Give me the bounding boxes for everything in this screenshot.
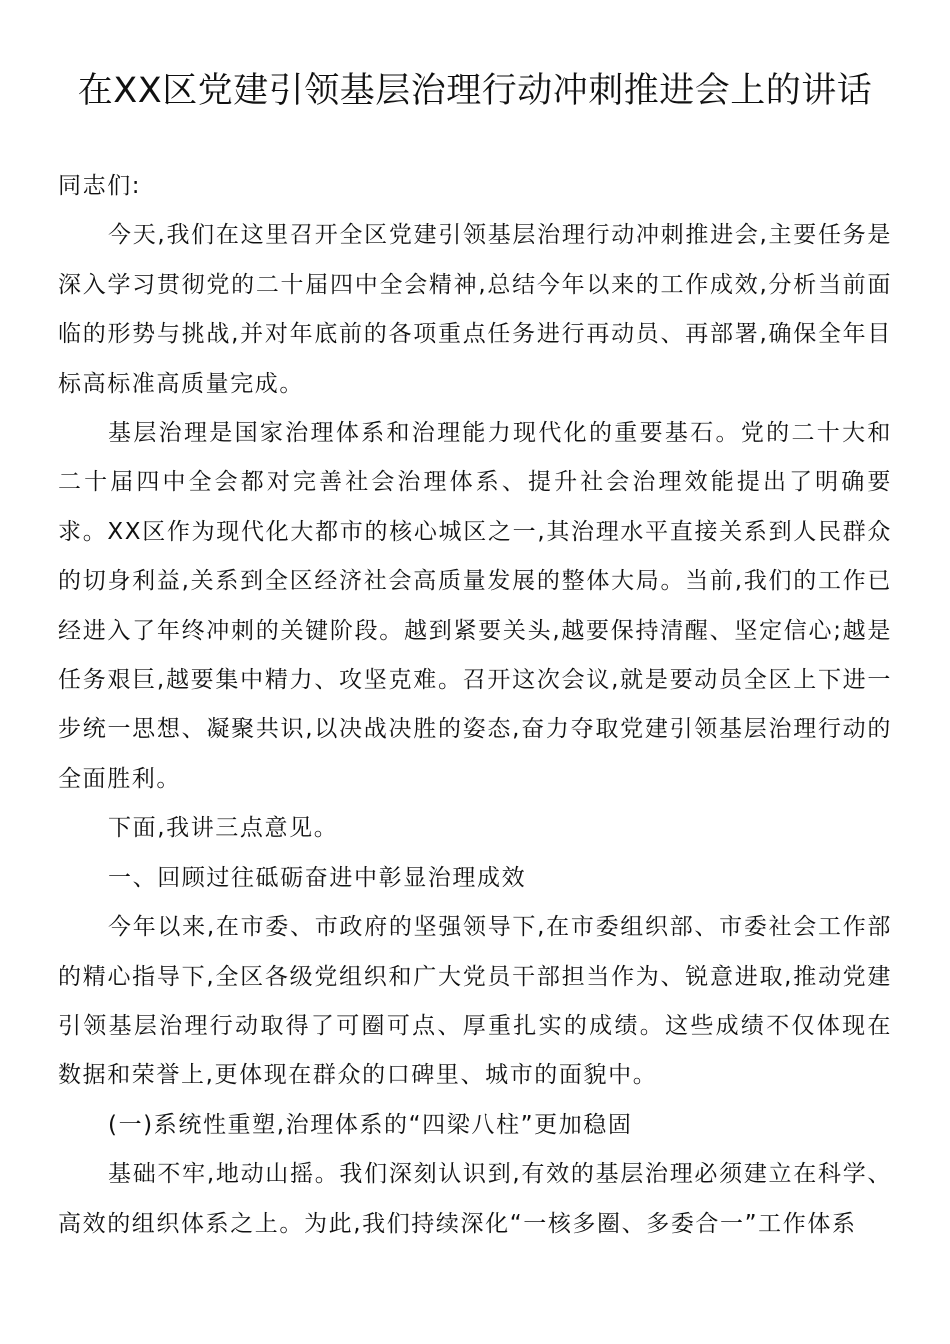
document-body <box>58 162 892 1249</box>
section-heading: 一、回顾过往砥砺奋进中彰显治理成效 <box>108 864 527 891</box>
paragraph: 下面,我讲三点意见。 <box>108 815 339 842</box>
paragraph: 基层治理是国家治理体系和治理能力现代化的重要基石。党的二十大和二十届四中全会都对完善社会治理体系、提升社会治理效能提出了明确要求。XX区作为现代化大都市的核心城区之一,其治理水平直接关系到人民群众的切身利益,关系到全区经济社会高质量发展的整体大局。当前,我们的工作已经进入了年终冲刺的关键阶段。越到紧要关头,越要保持清醒、坚定信心;越是任务艰巨,越要集中精力、攻坚克难。召开这次会议,就是要动员全区上下进一步统一思想、凝聚共识,以决战决胜的姿态,奋力夺取党建引领基层治理行动的全面胜利。 <box>58 420 892 792</box>
paragraph: 今天,我们在这里召开全区党建引领基层治理行动冲刺推进会,主要任务是深入学习贯彻党的二十届四中全会精神,总结今年以来的工作成效,分析当前面临的形势与挑战,并对年底前的各项重点任务进行再动员、再部署,确保全年目标高标准高质量完成。 <box>58 222 892 397</box>
subsection-heading: (一)系统性重塑,治理体系的“四梁八柱”更加稳固 <box>108 1111 633 1138</box>
document-title: 在XX区党建引领基层治理行动冲刺推进会上的讲话 <box>77 71 873 111</box>
salutation: 同志们: <box>58 173 142 199</box>
paragraph: 基础不牢,地动山摇。我们深刻认识到,有效的基层治理必须建立在科学、高效的组织体系之上。为此,我们持续深化“一核多圈、多委合一”工作体系 <box>58 1161 892 1237</box>
paragraph: 今年以来,在市委、市政府的坚强领导下,在市委组织部、市委社会工作部的精心指导下,全区各级党组织和广大党员干部担当作为、锐意进取,推动党建引领基层治理行动取得了可圈可点、厚重扎实的成绩。这些成绩不仅体现在数据和荣誉上,更体现在群众的口碑里、城市的面貌中。 <box>58 914 892 1089</box>
